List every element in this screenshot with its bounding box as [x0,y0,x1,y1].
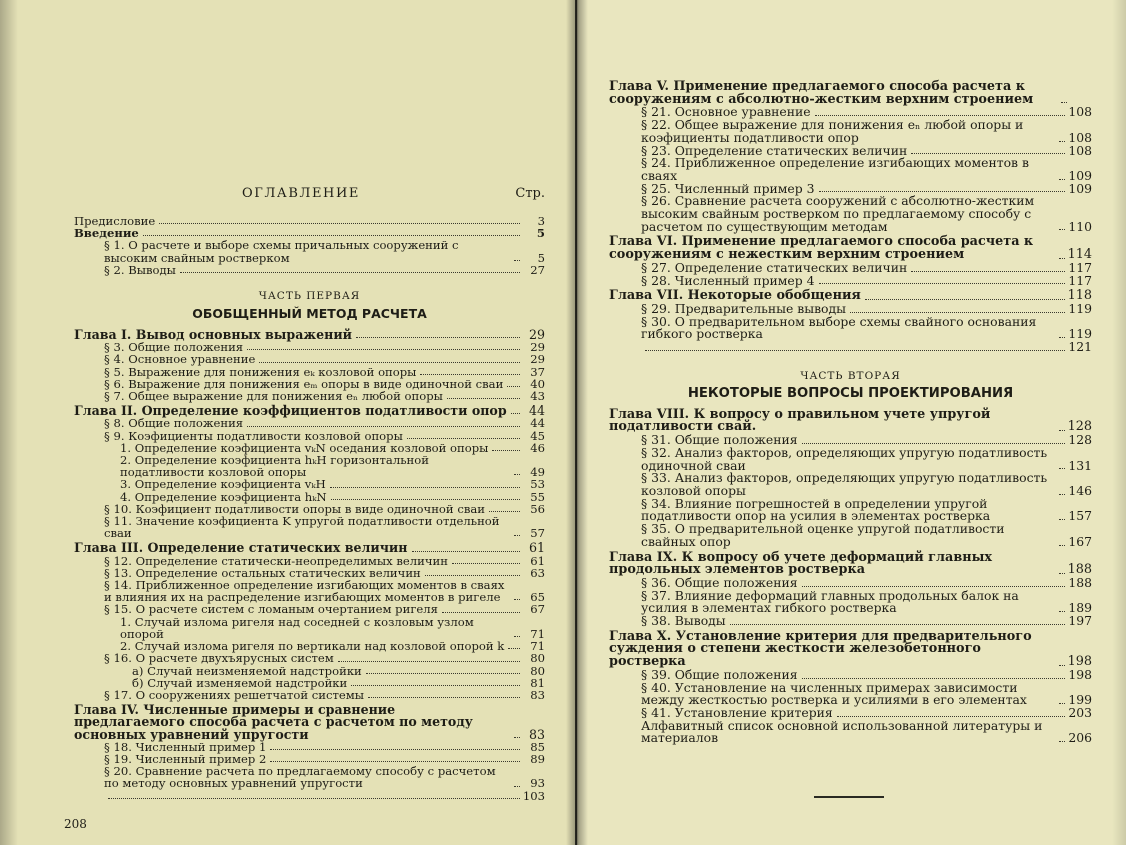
toc-entry [74,603,545,615]
page-ref: 67 [530,602,545,617]
toc-entry [74,264,545,276]
page-ref: 46 [530,440,545,455]
toc-entry [74,689,545,701]
toc-entry [609,523,1092,548]
page-ref: 57 [530,526,545,541]
dot-leader [425,575,520,576]
toc-entry [74,353,545,365]
page-ref: 128 [1068,432,1092,448]
toc-entry [74,430,545,442]
page-ref: 89 [530,751,545,766]
right-page [577,0,1126,845]
dot-leader [1059,703,1065,704]
page-ref: 55 [530,489,545,504]
page-ref: 108 [1068,142,1092,158]
dot-leader [330,487,520,488]
dot-leader [442,612,520,613]
dot-leader [1059,229,1065,230]
page-ref: 80 [530,651,545,666]
page-ref: 5 [537,250,545,265]
page-ref: 71 [530,639,545,654]
entry-title: § 20. Сравнение расчета по предлагаемому способу с расчетом по методу основных уравнений упругости [104,764,496,791]
page-edge-shadow [1112,0,1126,845]
chapter-title: Глава IV. Численные примеры и сравнение предлагаемого способа расчета с расчетом по методу основных уравнений упругости [74,702,473,742]
chapter-title: Глава X. Установление критерия для предварительного суждения о степени жесткости железобетонного ростверка [609,628,1032,670]
dot-leader [1059,741,1065,742]
dot-leader [407,438,520,439]
page-edge-shadow [0,0,18,845]
dot-leader [837,716,1066,717]
entry-title: § 4. Основное уравнение [104,352,256,367]
bibliography-entry [609,717,1092,746]
dot-leader [511,413,520,414]
page-ref: 83 [530,687,545,702]
entry-title: § 24. Приближенное определение изгибающих моментов в сваях [641,155,1029,183]
toc-chapter [609,236,1092,261]
toc-chapter [609,81,1092,106]
dot-leader [865,299,1065,300]
page-ref: 65 [530,590,545,605]
dot-leader [514,786,520,787]
page-ref: 93 [530,776,545,791]
toc-entry [609,472,1092,497]
dot-leader [270,749,520,750]
entry-title: § 21. Основное уравнение [641,104,811,120]
page-ref: 167 [1068,533,1092,549]
toc-entry [74,616,545,640]
page-ref: 146 [1068,482,1092,498]
entry-title: § 41. Установление критерия [641,704,833,720]
dot-leader [247,426,520,427]
dot-leader [1061,102,1067,103]
page-ref: 188 [1068,574,1092,590]
page-ref: 108 [1068,104,1092,120]
dot-leader [911,271,1065,272]
dot-leader [356,337,520,338]
dot-leader [514,599,520,600]
toc-entry [74,390,545,402]
page-ref: 71 [530,626,545,641]
dot-leader [1059,179,1065,180]
entry-title: § 34. Влияние погрешностей в определении упругой податливости опор на усилия в элементах ростверка [641,495,991,524]
dot-leader [159,223,520,224]
toc-chapter [74,704,545,741]
dot-leader [452,563,520,564]
dot-leader [1059,258,1065,259]
dot-leader [1059,494,1065,495]
left-chapters [74,329,545,802]
page-ref: 61 [528,540,545,556]
dot-leader [489,511,520,512]
page-ref: 189 [1068,600,1092,616]
entry-title: § 6. Выражение для понижения eₘ опоры в виде одиночной сваи [104,376,504,391]
entry-title: 2. Случай излома ригеля по вертикали над козловой опорой k [120,639,505,654]
toc-entry [609,717,1092,746]
dot-leader [270,761,520,762]
page-ref: 43 [530,389,545,404]
toc-entry [609,679,1092,708]
page-ref: 85 [530,739,545,754]
page-ref: 108 [1068,129,1092,145]
dot-leader [514,260,520,261]
entry-title: § 17. О сооружениях решетчатой системы [104,687,364,702]
page-ref: 61 [530,553,545,568]
entry-title: 1. Случай излома ригеля над соседней с козловым узлом опорой [120,614,474,641]
entry-title: § 18. Численный пример 1 [104,739,267,754]
toc-entry [74,366,545,378]
dot-leader [1059,430,1065,431]
page-ref: 117 [1068,259,1092,275]
chapter-title: Глава VIII. К вопросу о правильном учете упругой податливости свай. [609,406,991,435]
page-ref: 109 [1068,167,1092,183]
toc-entry [74,239,545,263]
page-ref: 157 [1068,508,1092,524]
entry-title: § 22. Общее выражение для понижения eₙ любой опоры и коэфициенты податливости опор [641,117,1024,145]
book-gutter [566,0,588,845]
entry-title: § 28. Численный пример 4 [641,272,815,288]
page-ref: 29 [528,327,545,343]
page-ref: 5 [536,226,545,241]
toc-chapter [609,549,1092,578]
dot-leader [351,685,520,686]
entry-title: § 33. Анализ факторов, определяющих упругую податливость козловой опоры [641,470,1048,498]
dot-leader [514,636,520,637]
toc-entry [609,341,1092,354]
dot-leader [447,398,520,399]
intro-section [74,215,545,276]
page-ref: 40 [530,376,545,391]
toc-entry [609,615,1092,628]
end-rule [814,796,884,798]
dot-leader [819,191,1066,192]
chapter-title: Глава V. Применение предлагаемого способа расчета к сооружениям с абсолютно-жестким верхним строением [609,79,1034,107]
entry-title: § 7. Общее выражение для понижения eₙ любой опоры [104,389,443,404]
page-ref: 119 [1068,300,1092,316]
dot-leader [180,272,520,273]
entry-title: § 26. Сравнение расчета сооружений с абсолютно-жестким высоким свайным ростверком по предлагаемому способу с расчетом по существующим методам [641,193,1035,234]
chapter-title: Глава VI. Применение предлагаемого способа расчета к сооружениям с нежестким верхним строением [609,234,1034,263]
dot-leader [819,283,1066,284]
chapter-title: Глава I. Вывод основных выражений [74,327,353,343]
dot-leader [514,535,520,536]
toc-entry [609,272,1092,288]
dot-leader [507,386,520,387]
dot-leader [412,551,521,552]
page-ref: 83 [528,726,545,742]
entry-title: § 37. Влияние деформаций главных продольных балок на усилия в элементах гибкого ростверка [641,587,1019,616]
part-title-two: НЕКОТОРЫЕ ВОПРОСЫ ПРОЕКТИРОВАНИЯ [687,385,1014,401]
page-ref: 37 [530,364,545,379]
page-ref: 27 [530,262,545,277]
toc-entry [74,790,545,802]
entry-title: § 39. Общие положения [641,666,798,682]
entry-title: Введение [74,226,139,241]
page-ref: 117 [1068,272,1092,288]
toc-heading [74,186,545,201]
right-chapters-part-one [609,81,1092,354]
page-ref: 103 [522,788,545,803]
toc-entry [609,587,1092,616]
toc-entry [609,495,1092,524]
dot-leader [368,697,520,698]
dot-leader [1059,468,1065,469]
page-ref: 29 [530,340,545,355]
entry-title: § 35. О предварительной оценке упругой податливости свайных опор [641,521,1005,549]
page-ref: 44 [530,416,545,431]
toc-entry [609,195,1092,233]
toc-title: ОГЛАВЛЕНИЕ [242,186,361,201]
part-label-two: ЧАСТЬ ВТОРАЯ [800,369,901,382]
entry-title: § 12. Определение статически-неопределимых величин [104,553,448,568]
dot-leader [1059,545,1065,546]
page-ref: 81 [530,675,545,690]
dot-leader [802,678,1066,679]
toc-entry [74,765,545,789]
entry-title: б) Случай изменяемой надстройки [132,675,348,690]
page-ref: 119 [1068,326,1092,342]
entry-title: § 16. О расчете двухъярусных систем [104,651,334,666]
dot-leader [420,374,520,375]
dot-leader [508,648,520,649]
toc-entry [74,652,545,664]
page-ref: 80 [530,663,545,678]
toc-entry [74,417,545,429]
entry-title: § 15. О расчете систем с ломаным очертанием ригеля [104,602,438,617]
chapter-title: Глава VII. Некоторые обобщения [609,288,861,304]
dot-leader [1059,141,1065,142]
dot-leader [645,350,1065,351]
entry-title: § 29. Предварительные выводы [641,300,846,316]
toc-chapter [609,406,1092,435]
part-label: ЧАСТЬ ПЕРВАЯ [258,290,361,303]
dot-leader [802,443,1066,444]
entry-title: 1. Определение коэфициента vₖN оседания козловой опоры [120,440,489,455]
page-ref: 128 [1067,419,1092,435]
page-ref: 53 [530,477,545,492]
entry-title: § 36. Общие положения [641,574,798,590]
page-ref: 118 [1067,288,1092,304]
toc-chapter [609,628,1092,670]
entry-title: § 13. Определение остальных статических величин [104,565,421,580]
page-ref: 49 [530,465,545,480]
entry-title: § 25. Численный пример 3 [641,180,815,196]
page-ref: 121 [1068,339,1092,355]
entry-title: § 2. Выводы [104,262,176,277]
toc-entry [74,665,545,677]
dot-leader [850,312,1065,313]
toc-chapter [74,542,545,554]
entry-title: § 32. Анализ факторов, определяющих упругую податливость одиночной сваи [641,444,1048,473]
chapter-title: Глава II. Определение коэффициентов податливости опор [74,403,507,419]
entry-title: Алфавитный список основной использованной литературы и материалов [641,717,1043,746]
entry-title: § 14. Приближенное определение изгибающих моментов в сваях и влияния их на распределение изгибающих моментов в ригеле [104,578,505,605]
dot-leader [1059,519,1065,520]
dot-leader [911,153,1065,154]
page-ref: 45 [530,428,545,443]
entry-title: § 40. Установление на численных примерах зависимости между жесткостью ростверка и усилиями в его элементах [641,679,1027,708]
entry-title: § 23. Определение статических величин [641,142,908,158]
dot-leader [514,474,520,475]
toc-entry [609,313,1092,342]
page-ref: 206 [1068,730,1092,746]
page-ref: 56 [530,501,545,516]
entry-title: 3. Определение коэфициента vₖH [120,477,326,492]
entry-title: § 31. Общие положения [641,432,798,448]
entry-title: § 27. Определение статических величин [641,259,908,275]
dot-leader [366,673,520,674]
entry-title: § 19. Численный пример 2 [104,751,267,766]
entry-title: § 8. Общие положения [104,416,244,431]
dot-leader [259,362,520,363]
page-ref: 114 [1067,247,1092,263]
entry-title: § 30. О предварительном выборе схемы свайного основания гибкого ростверка [641,313,1037,342]
page-column-label: Стр. [515,186,545,201]
page-ref: 199 [1068,692,1092,708]
entry-title: а) Случай неизменяемой надстройки [132,663,362,678]
toc-entry [74,579,545,603]
page-ref: 44 [528,403,545,419]
entry-title: § 11. Значение коэфициента K упругой податливости отдельной сваи [104,514,500,541]
entry-title: 4. Определение коэфициента hₖN [120,489,327,504]
chapter-title: Глава IX. К вопросу об учете деформаций главных продольных элементов ростверка [609,549,993,578]
dot-leader [1059,611,1065,612]
page-ref: 197 [1068,613,1092,629]
entry-title: Предисловие [74,214,156,228]
dot-leader [514,737,520,738]
toc-entry [74,454,545,478]
page-ref: 29 [530,352,545,367]
toc-entry [74,215,545,227]
entry-title: § 10. Коэфициент податливости опоры в виде одиночной сваи [104,501,485,516]
dot-leader [143,235,520,236]
page-ref: 203 [1068,704,1092,720]
page-ref: 198 [1068,666,1092,682]
dot-leader [730,624,1066,625]
toc-entry [609,444,1092,473]
page-ref: 131 [1068,457,1092,473]
entry-title: 2. Определение коэфициента hₖH горизонтальной податливости козловой опоры [120,453,429,480]
toc-entry [609,119,1092,144]
dot-leader [1059,337,1065,338]
right-chapters-part-two [609,406,1092,720]
page-ref: 110 [1068,218,1092,234]
entry-title: § 1. О расчете и выборе схемы причальных сооружений с высоким свайным ростверком [104,238,459,265]
dot-leader [338,661,520,662]
page-ref: 63 [530,565,545,580]
page-ref: 188 [1067,562,1092,578]
dot-leader [1059,665,1065,666]
entry-title: § 3. Общие положения [104,340,244,355]
page-ref: 109 [1068,180,1092,196]
dot-leader [492,450,520,451]
dot-leader [802,586,1066,587]
chapter-title: Глава III. Определение статических величин [74,540,408,556]
page-number: 208 [64,817,87,831]
dot-leader [108,798,520,799]
entry-title: § 5. Выражение для понижения eₖ козловой опоры [104,364,417,379]
dot-leader [247,349,520,350]
dot-leader [1059,573,1065,574]
dot-leader [331,499,520,500]
dot-leader [815,115,1066,116]
toc-entry [74,515,545,539]
part-title: ОБОБЩЕННЫЙ МЕТОД РАСЧЕТА [192,306,427,322]
toc-entry [609,157,1092,182]
entry-title: § 38. Выводы [641,613,726,629]
page-ref: 3 [537,214,545,228]
entry-title: § 9. Коэфициенты податливости козловой опоры [104,428,403,443]
page-ref: 198 [1067,654,1092,670]
toc-entry [74,478,545,490]
